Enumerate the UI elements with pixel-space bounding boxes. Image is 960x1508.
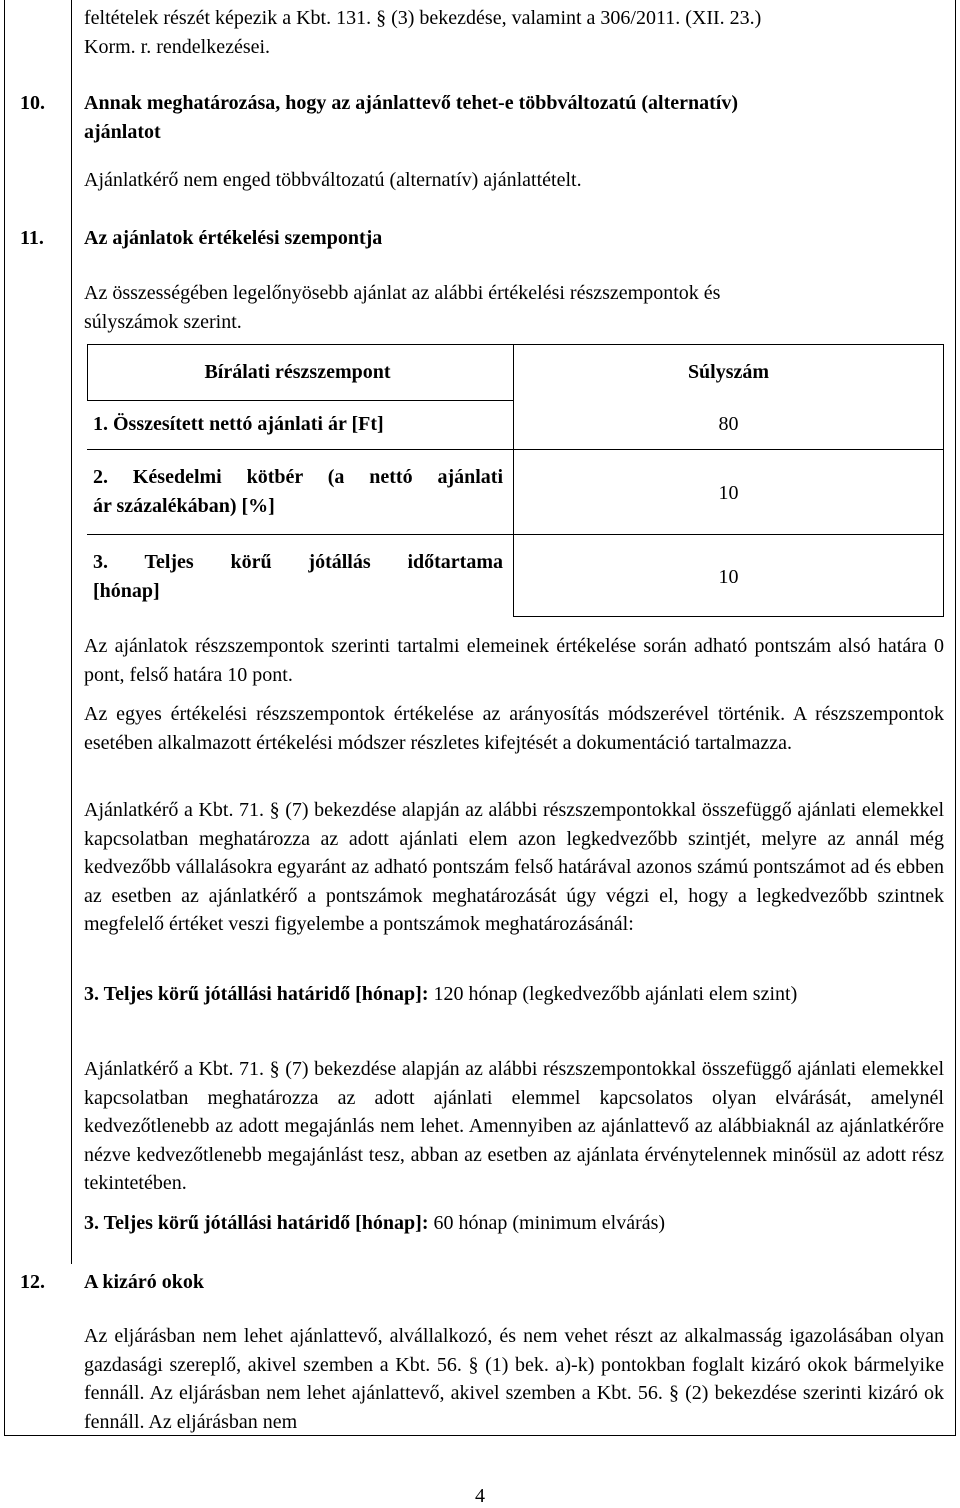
- table-row-1-label: 1. Összesített nettó ajánlati ár [Ft]: [93, 413, 384, 435]
- paragraph-exclusion-grounds: Az eljárásban nem lehet ajánlattevő, alvállalkozó, és nem vehet részt az alkalmasság igazolásában olyan gazdasági szereplő, akivel szemben a Kbt. 56. § (1) bek. a)-k) pontokban foglalt kizáró okok bármelyike fennáll. Az eljárásban nem lehet ajánlattevő, akivel szemben a Kbt. 56. § (2) bekezdése szerinti kizáró ok fennáll. Az eljárásban nem: [84, 1325, 944, 1433]
- section-10-heading-line-2: ajánlatot: [84, 121, 161, 143]
- number-column-divider: [71, 0, 72, 1264]
- paragraph-minimum-expectation: Ajánlatkérő a Kbt. 71. § (7) bekezdése alapján az alábbi részszempontokkal összefüggő ajánlati elemekkel kapcsolatban meghatározza az adott ajánlati elemmel kapcsolatos olyan elvárását, amelynél kedvezőtlenebb az adott megajánlás nem lehet. Amennyiben az ajánlattevő az alábbiaknál az ajánlatkérőre nézve kedvezőtlenebb megajánlást tesz, abban az esetben az ajánlata érvénytelennek minősül az adott rész tekintetében.: [84, 1058, 944, 1195]
- table-row-3-label-line-2: [hónap]: [93, 580, 160, 602]
- section-12-number: 12.: [20, 1271, 45, 1293]
- table-row-2-label-line-2: ár százalékában) [%]: [93, 495, 275, 517]
- intro-line-1: feltételek részét képezik a Kbt. 131. § (3) bekezdése, valamint a 306/2011. (XII. 23.): [84, 7, 762, 29]
- paragraph-warranty-minimum: [84, 1209, 665, 1238]
- section-11-heading: Az ajánlatok értékelési szempontja: [84, 227, 383, 249]
- paragraph-score-range: Az ajánlatok részszempontok szerinti tartalmi elemeinek értékelése során adható pontszám alsó határa 0 pont, felső határa 10 pont.: [84, 635, 944, 686]
- section-11-number: 11.: [20, 227, 44, 249]
- section-10-heading-line-1: Annak meghatározása, hogy az ajánlattevő tehet-e többváltozatú (alternatív): [84, 92, 738, 114]
- table-header-weight: Súlyszám: [687, 361, 770, 383]
- table-row-2-label-line-1: 2. Késedelmi kötbér (a nettó ajánlati: [93, 466, 503, 488]
- criteria-table: [87, 344, 944, 617]
- section-12-heading: A kizáró okok: [84, 1271, 205, 1293]
- intro-line-2: Korm. r. rendelkezései.: [84, 36, 271, 58]
- table-row-2-weight: 10: [718, 482, 739, 504]
- warranty-minimum-value: 60 hónap (minimum elvárás): [428, 1212, 666, 1234]
- section-10-number: 10.: [20, 92, 45, 114]
- warranty-minimum-label: 3. Teljes körű jótállási határidő [hónap]:: [84, 1212, 429, 1234]
- table-row-1-weight: 80: [718, 413, 739, 435]
- section-11-body-line-1: Az összességében legelőnyösebb ajánlat az alábbi értékelési részszempontok és: [84, 282, 721, 304]
- page-number: 4: [475, 1485, 485, 1507]
- warranty-best-value: 120 hónap (legkedvezőbb ajánlati elem szint): [428, 983, 798, 1005]
- section-10-body: Ajánlatkérő nem enged többváltozatú (alternatív) ajánlattételt.: [84, 169, 582, 191]
- table-row-3-weight: 10: [718, 566, 739, 588]
- paragraph-evaluation-method: Az egyes értékelési részszempontok értékelése az arányosítás módszerével történik. A részszempontok esetében alkalmazott értékelési módszer részletes kifejtését a dokumentáció tartalmazza.: [84, 703, 944, 754]
- table-header-criterion: Bírálati részszempont: [204, 361, 391, 383]
- paragraph-best-level: Ajánlatkérő a Kbt. 71. § (7) bekezdése alapján az alábbi részszempontokkal összefüggő ajánlati elemekkel kapcsolatban meghatározza az adott ajánlati elem azon legkedvezőbb szintjét, melyre az annál még kedvezőbb vállalásokra egyaránt az adható pontszám felső határával azonos számú pontszámot ad és ebben az esetben az ajánlatkérő a pontszámok meghatározását úgy végzi el, hogy a legkedvezőbb szintnek megfelelő értéket veszi figyelembe a pontszámok meghatározásánál:: [84, 799, 944, 936]
- table-row-3-label-line-1: 3. Teljes körű jótállás időtartama: [93, 551, 503, 573]
- paragraph-warranty-best: [84, 980, 944, 1009]
- section-11-body-line-2: súlyszámok szerint.: [84, 311, 242, 333]
- warranty-best-label: 3. Teljes körű jótállási határidő [hónap]:: [84, 983, 429, 1005]
